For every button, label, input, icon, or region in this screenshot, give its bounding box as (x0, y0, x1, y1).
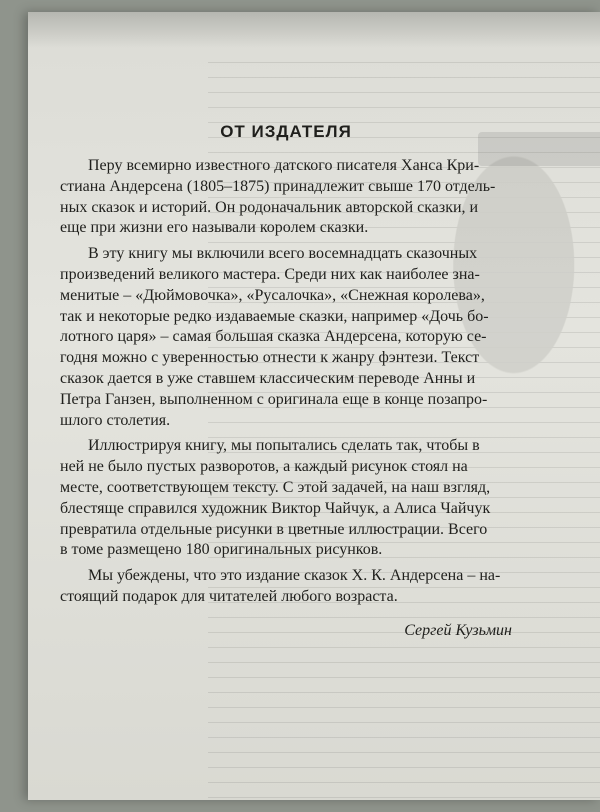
text-line: стиана Андерсена (1805–1875) принадлежит свыше 170 отдель- (60, 177, 496, 195)
text-line: годня можно с уверенностью отнести к жанру фэнтези. Текст (60, 349, 480, 367)
text-line: так и некоторые редко издаваемые сказки, например «Дочь бо- (60, 307, 489, 325)
text-line: Иллюстрируя книгу, мы попытались сделать так, чтобы в (88, 437, 480, 455)
preface-heading: ОТ ИЗДАТЕЛЯ (220, 122, 352, 141)
text-line: Перу всемирно известного датского писателя Ханса Кри- (88, 157, 480, 174)
paragraph-4 (60, 566, 512, 608)
text-line: стоящий подарок для читателей любого возраста. (60, 587, 398, 605)
text-line: произведений великого мастера. Среди них как наиболее зна- (60, 265, 480, 283)
paragraph-2 (60, 244, 512, 431)
text-line: шлого столетия. (60, 411, 171, 429)
text-line: ных сказок и историй. Он родоначальник авторской сказки, и (60, 198, 479, 216)
text-line: блестяще справился художник Виктор Чайчук, а Алиса Чайчук (60, 499, 491, 517)
text-line: менитые – «Дюймовочка», «Русалочка», «Снежная королева», (60, 286, 485, 304)
text-line: В эту книгу мы включили всего восемнадцать сказочных (88, 245, 478, 263)
text-line: сказок дается в уже ставшем классическим переводе Анны и (60, 369, 476, 387)
signature: Сергей Кузьмин (404, 621, 512, 639)
preface-text (60, 122, 512, 640)
page-shadow (28, 12, 600, 48)
paragraph-3 (60, 436, 512, 561)
text-line: Петра Ганзен, выполненном с оригинала еще в конце позапро- (60, 390, 488, 408)
text-line: в томе размещено 180 оригинальных рисунков. (60, 541, 383, 559)
text-line: ней не было пустых разворотов, а каждый рисунок стоял на (60, 458, 468, 476)
paragraph-1 (60, 156, 512, 239)
text-line: лотного царя» – самая большая сказка Андерсена, которую се- (60, 328, 487, 346)
text-line: Мы убеждены, что это издание сказок Х. К. Андерсена – на- (88, 567, 501, 585)
text-line: месте, соответствующем тексту. С этой задачей, на наш взгляд, (60, 478, 491, 496)
text-line: превратила отдельные рисунки в цветные иллюстрации. Всего (60, 520, 488, 538)
text-line: еще при жизни его называли королем сказки. (60, 219, 369, 237)
